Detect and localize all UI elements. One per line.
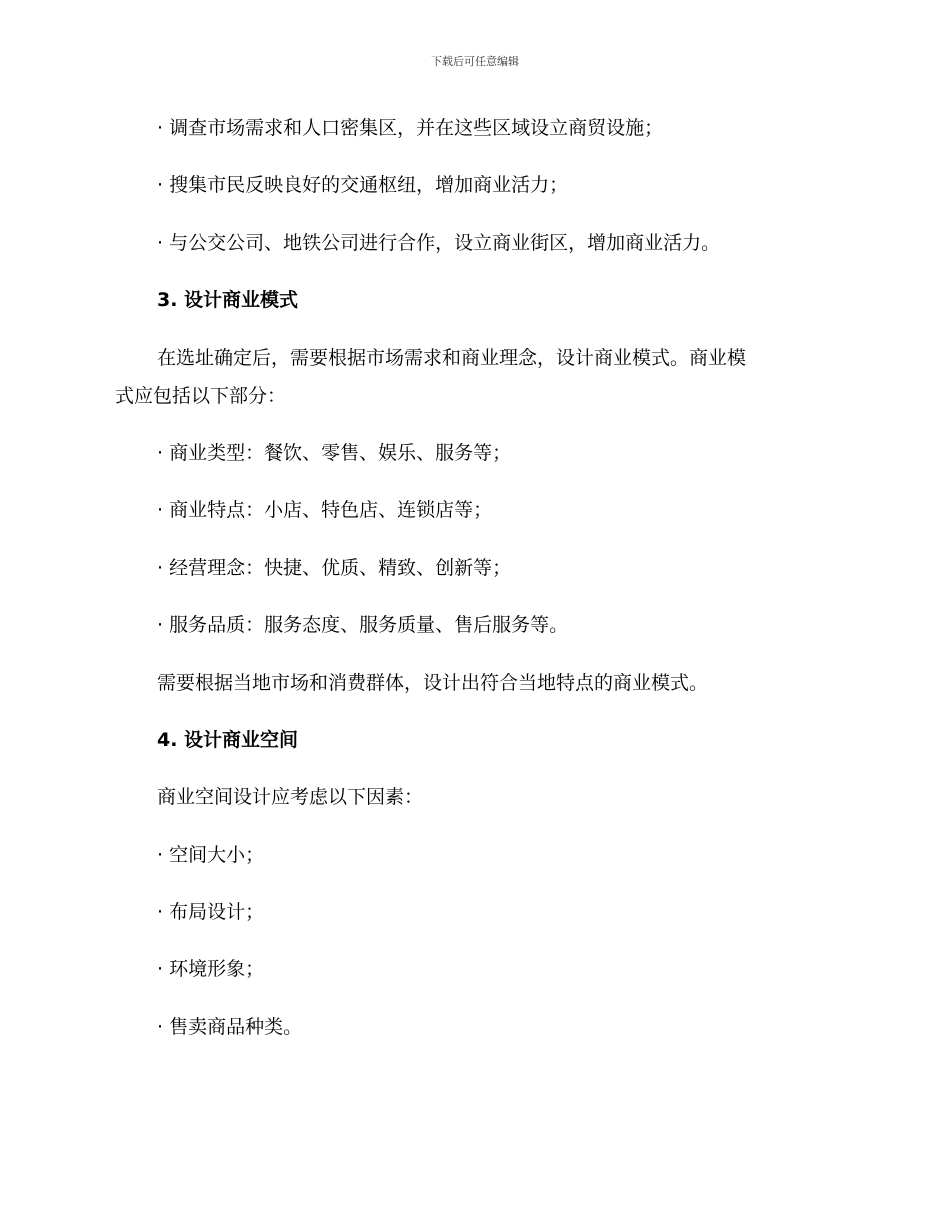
list-item: · 搜集市民反映良好的交通枢纽，增加商业活力； xyxy=(157,174,569,197)
list-item: · 布局设计； xyxy=(157,901,265,924)
list-item: · 商业特点：小店、特色店、连锁店等； xyxy=(157,499,493,522)
paragraph: 需要根据当地市场和消费群体，设计出符合当地特点的商业模式。 xyxy=(157,671,709,694)
paragraph-line: 式应包括以下部分： xyxy=(115,384,287,407)
document-body xyxy=(115,109,840,1065)
section-heading-3: 3. 设计商业模式 xyxy=(157,289,299,312)
page-header: 下载后可任意编辑 xyxy=(431,55,519,68)
list-item: · 空间大小； xyxy=(157,843,265,866)
list-item: · 环境形象； xyxy=(157,958,265,981)
list-item: · 调查市场需求和人口密集区，并在这些区域设立商贸设施； xyxy=(157,117,664,139)
list-item: · 服务品质：服务态度、服务质量、售后服务等。 xyxy=(157,614,569,637)
paragraph: 商业空间设计应考虑以下因素： xyxy=(157,786,424,809)
section-heading-4: 4. 设计商业空间 xyxy=(157,728,299,751)
paragraph-line: 在选址确定后，需要根据市场需求和商业理念，设计商业模式。商业模 xyxy=(157,346,747,369)
list-item: · 与公交公司、地铁公司进行合作，设立商业街区，增加商业活力。 xyxy=(157,231,721,254)
list-item: · 售卖商品种类。 xyxy=(157,1015,303,1038)
list-item: · 经营理念：快捷、优质、精致、创新等； xyxy=(157,556,512,579)
list-item: · 商业类型：餐饮、零售、娱乐、服务等； xyxy=(157,441,512,464)
